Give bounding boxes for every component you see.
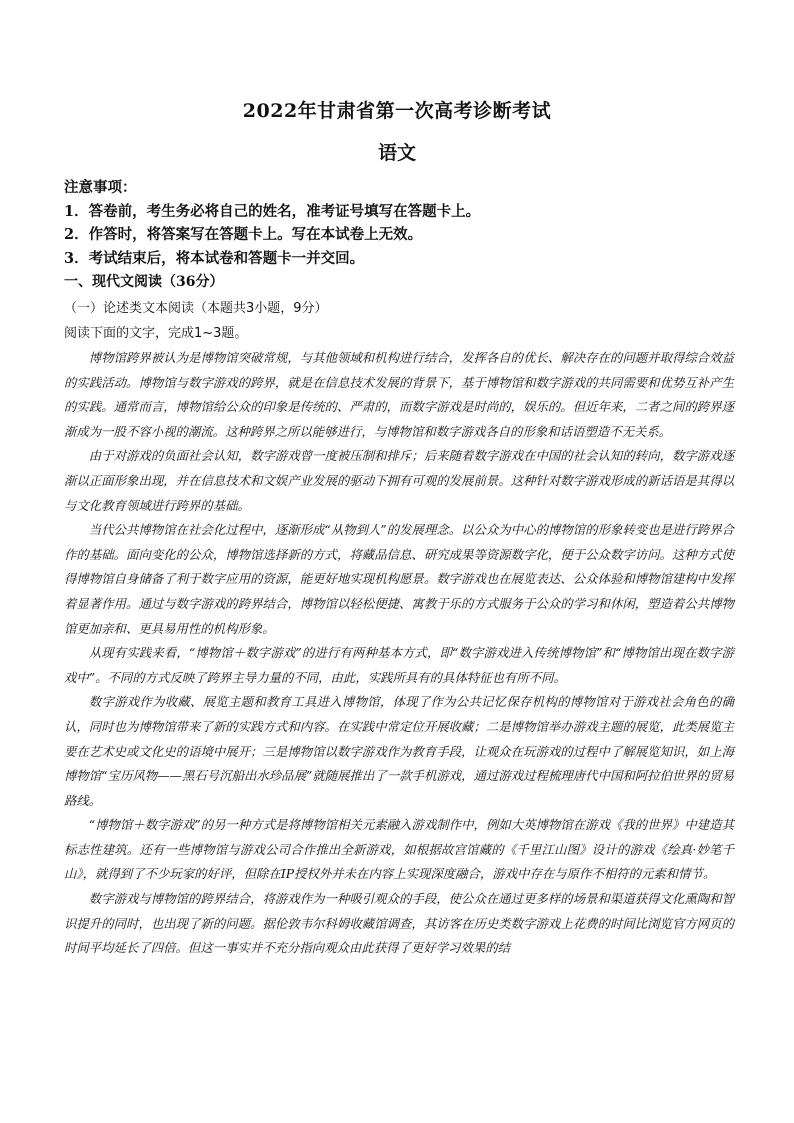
paragraph: 数字游戏作为收藏、展览主题和教育工具进入博物馆，体现了作为公共记忆保存机构的博物馆对于游戏社会角色的确认，同时也为博物馆带来了新的实践方式和内容。在实践中常定位开展收藏；二是博物馆举办游戏主题的展览，此类展览主要在艺术史或文化史的语境中展开；三是博物馆以数字游戏作为教育手段，让观众在玩游戏的过程中了解展览知识，如上海博物馆“宝历风物——黑石号沉船出水珍品展”就随展推出了一款手机游戏，通过游戏过程梳理唐代中国和阿拉伯世界的贸易路线。 bbox=[64, 694, 734, 808]
subject-title: 语文 bbox=[377, 142, 416, 164]
paragraph: 当代公共博物馆在社会化过程中，逐渐形成“从物到人”的发展理念。以公众为中心的博物馆的形象转变也是进行跨界合作的基础。面向变化的公众，博物馆选择新的方式，将藏品信息、研究成果等资源数字化，便于公众数字访问。这种方式使得博物馆自身储备了利于数字应用的资源，能更好地实现机构愿景。数字游戏也在展览表达、公众体验和博物馆建构中发挥着显著作用。通过与数字游戏的跨界结合，博物馆以轻松便捷、寓教于乐的方式服务于公众的学习和休闲，塑造着公共博物馆更加亲和、更具易用性的机构形象。 bbox=[64, 522, 734, 636]
paragraph: 博物馆跨界被认为是博物馆突破常规，与其他领域和机构进行结合，发挥各自的优长、解决存在的问题并取得综合效益的实践活动。博物馆与数字游戏的跨界，就是在信息技术发展的背景下，基于博物馆和数字游戏的共同需要和优势互补产生的实践。通常而言，博物馆给公众的印象是传统的、严肃的，而数字游戏是时尚的，娱乐的。但近年来，二者之间的跨界逐渐成为一股不容小视的潮流。这种跨界之所以能够进行，与博物馆和数字游戏各自的形象和话语塑造不无关系。 bbox=[64, 350, 734, 439]
paragraph: 从现有实践来看，“博物馆＋数字游戏”的进行有两种基本方式，即“数字游戏进入传统博物馆”和“博物馆出现在数字游戏中”。不同的方式反映了跨界主导力量的不同，由此，实践所具有的具体特征也有所不同。 bbox=[64, 645, 734, 685]
notes-block bbox=[64, 176, 734, 270]
paragraph: “博物馆＋数字游戏”的另一种方式是将博物馆相关元素融入游戏制作中，例如大英博物馆在游戏《我的世界》中建造其标志性建筑。还有一些博物馆与游戏公司合作推出全新游戏，如根据故宫馆藏的《千里江山图》设计的游戏《绘真·妙笔千山》，就得到了不少玩家的好评，但除在IP授权外并未在内容上实现深度融合，游戏中存在与原作不相符的元素和情节。 bbox=[64, 817, 734, 882]
paragraph: 数字游戏与博物馆的跨界结合，将游戏作为一种吸引观众的手段，使公众在通过更多样的场景和渠道获得文化熏陶和智识提升的同时，也出现了新的问题。据伦敦韦尔科姆收藏馆调查，其访客在历史类数字游戏上花费的时间比浏览官方网页的时间平均延长了四倍。但这一事实并不充分指向观众由此获得了更好学习效果的结 bbox=[64, 891, 734, 956]
note-item: 3．考试结束后，将本试卷和答题卡一并交回。 bbox=[64, 249, 365, 267]
note-item: 2．作答时，将答案写在答题卡上。写在本试卷上无效。 bbox=[64, 226, 423, 243]
note-item: 1．答卷前，考生务必将自己的姓名，准考证号填写在答题卡上。 bbox=[64, 202, 481, 220]
subsection-heading: （一）论述类文本阅读（本题共3小题，9分） bbox=[64, 301, 328, 316]
section-heading: 一、现代文阅读（36分） bbox=[64, 274, 224, 290]
passage bbox=[64, 346, 734, 961]
exam-title: 2022年甘肃省第一次高考诊断考试 bbox=[242, 100, 552, 122]
reading-instruction: 阅读下面的文字，完成1~3题。 bbox=[64, 326, 248, 341]
notes-heading: 注意事项： bbox=[64, 179, 137, 196]
paragraph: 由于对游戏的负面社会认知，数字游戏曾一度被压制和排斥；后来随着数字游戏在中国的社会认知的转向，数字游戏逐渐以正面形象出现，并在信息技术和文娱产业发展的驱动下拥有可观的发展前景。这种针对数字游戏形成的新话语是其得以与文化教育领域进行跨界的基础。 bbox=[64, 448, 734, 513]
